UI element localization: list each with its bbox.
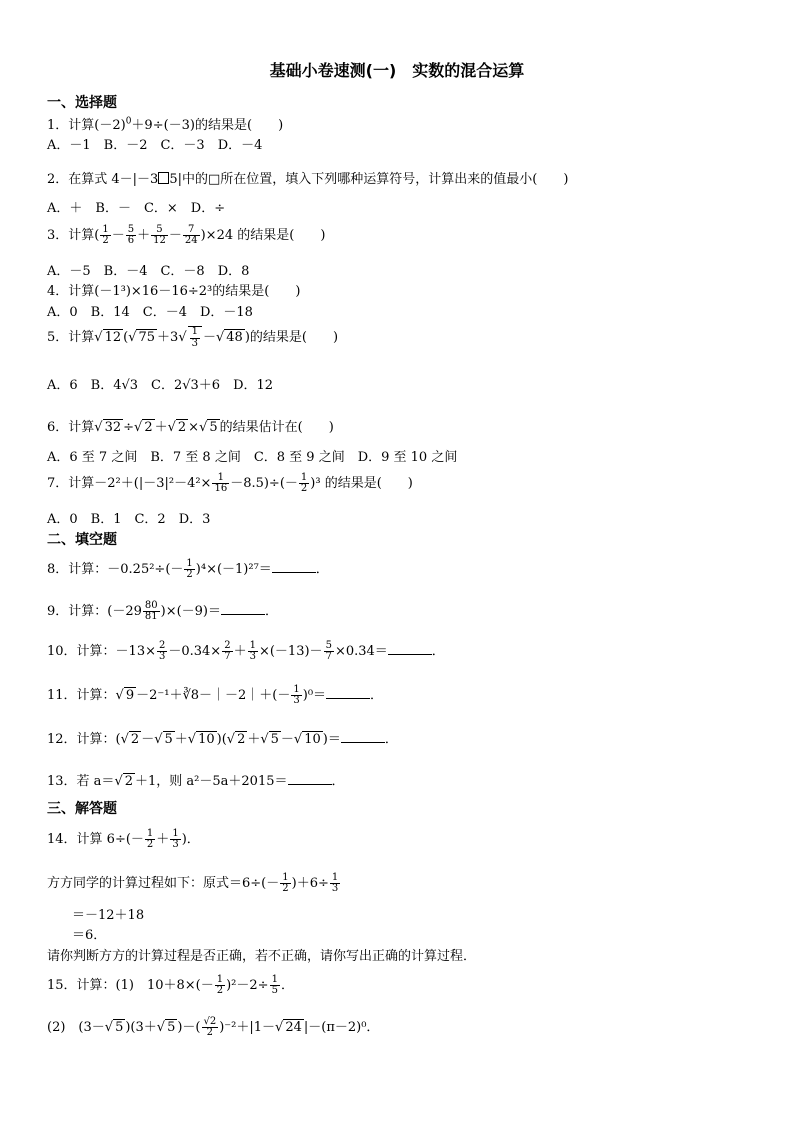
blank-square-icon [158, 172, 169, 184]
q14-solution-line3: ＝6． [72, 928, 107, 943]
page-title: 基础小卷速测(一) 实数的混合运算 [269, 61, 525, 80]
q1-options: A．－1 B．－2 C．－3 D．－4 [47, 138, 263, 153]
q15-part2: (2) (3－√ 5 )(3＋√ 5 )－( $\frac{√2}{2}$ )⁻²＋|1－√ 24 |－(π－2)⁰． [47, 1015, 380, 1038]
q8-stem: 8．计算：－0.25²÷(－ $\frac{1}{2}$ )⁴×(－1)²⁷＝ ． [47, 557, 329, 580]
q13-stem: 13．若 a＝√ 2 ＋1，则 a²－5a＋2015＝ ． [47, 774, 345, 789]
q5-stem: 5．计算√ 12 (√ 75 ＋3√ $\frac{1}{3}$ －√ 48 )的结果是( ) [47, 326, 339, 349]
q2-options: A．＋ B．－ C．× D．÷ [47, 201, 226, 216]
answer-blank[interactable] [326, 686, 370, 699]
q10-stem: 10．计算：－13× $\frac{2}{3}$ －0.34× $\frac{2}{7}$ ＋ $\frac{1}{3}$ ×(－13)－ $\frac{5}{7}$ ×0.34＝ ． [47, 639, 445, 662]
q3-options: A．－5 B．－4 C．－8 D．8 [47, 264, 250, 279]
section-heading-fill: 二、填空题 [47, 532, 117, 548]
section-heading-answer: 三、解答题 [47, 801, 117, 817]
q14-solution-line1: 方方同学的计算过程如下：原式＝6÷(－ $\frac{1}{2}$ )＋6÷ $\frac{1}{3}$ [47, 871, 339, 894]
q7-options: A．0 B．1 C．2 D．3 [47, 512, 211, 527]
q14-solution-line2: ＝－12＋18 [72, 908, 145, 923]
q4-stem: 4．计算(－1³)×16－16÷2³的结果是( ) [47, 284, 301, 299]
q12-stem: 12．计算：(√ 2 －√ 5 ＋√ 10 )(√ 2 ＋√ 5 －√ 10 )＝ ． [47, 732, 398, 747]
q14-stem: 14．计算 6÷(－ $\frac{1}{2}$ ＋ $\frac{1}{3}$ )． [47, 827, 200, 850]
answer-blank[interactable] [221, 602, 265, 615]
q2-stem: 2．在算式 4－|－3 5|中的□所在位置，填入下列哪种运算符号，计算出来的值最小( ) [47, 172, 569, 187]
answer-blank[interactable] [272, 560, 316, 573]
q6-stem: 6．计算√ 32 ÷√ 2 ＋√ 2 ×√ 5 的结果估计在( ) [47, 420, 334, 435]
q9-stem: 9．计算：(－29 $\frac{80}{81}$ )×(－9)＝ ． [47, 599, 279, 622]
q14-question: 请你判断方方的计算过程是否正确，若不正确，请你写出正确的计算过程． [47, 949, 477, 964]
section-heading-choice: 一、选择题 [47, 95, 117, 111]
q5-options: A．6 B．4√3 C．2√3＋6 D．12 [47, 378, 274, 393]
q7-stem: 7．计算－2²＋(|－3|²－4²× $\frac{1}{16}$ －8.5)÷(－ $\frac{1}{2}$ )³ 的结果是( ) [47, 471, 413, 494]
q4-options: A．0 B．14 C．－4 D．－18 [47, 305, 253, 320]
answer-blank[interactable] [288, 772, 332, 785]
q3-stem: 3．计算( $\frac{1}{2}$ － $\frac{5}{6}$ ＋ $\frac{5}{12}$ － $\frac{7}{24}$ )×24 的结果是( ) [47, 223, 326, 246]
answer-blank[interactable] [388, 642, 432, 655]
q1-stem: 1．计算$(-2)^0+9\div(-3)$的结果是( ) [47, 116, 284, 133]
q11-stem: 11．计算：√ 9 －2⁻¹＋∛8－｜－2｜＋(－ $\frac{1}{3}$ )⁰＝ ． [47, 683, 384, 706]
q6-options: A．6 至 7 之间 B．7 至 8 之间 C．8 至 9 之间 D．9 至 10 之间 [47, 450, 458, 465]
q15-part1: 15．计算：(1) 10＋8×(－ $\frac{1}{2}$ )²－2÷ $\frac{1}{5}$ ． [47, 973, 294, 996]
answer-blank[interactable] [341, 730, 385, 743]
